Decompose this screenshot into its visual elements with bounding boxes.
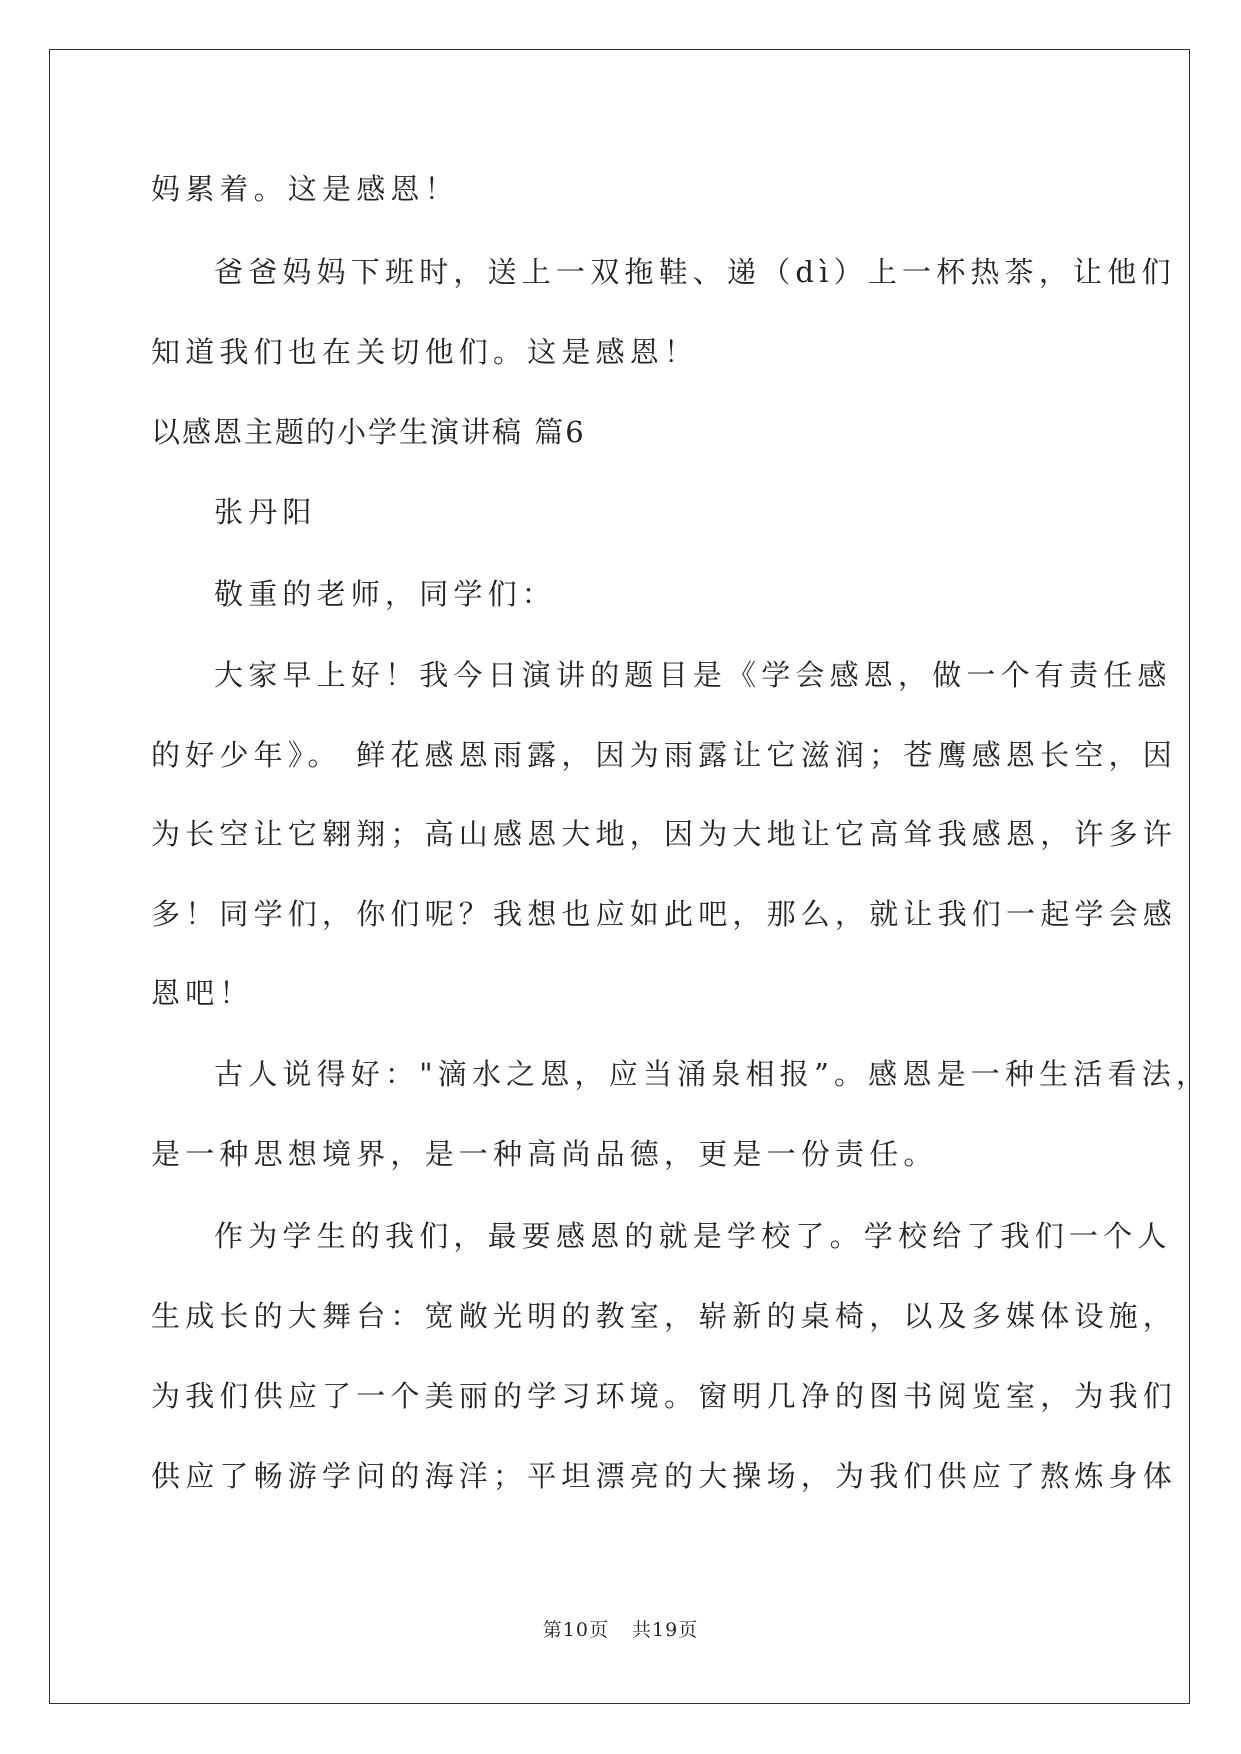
paragraph-line: 为我们供应了一个美丽的学习环境。窗明几净的图书阅览室，为我们 bbox=[151, 1379, 1178, 1413]
paragraph-line: 爸爸妈妈下班时，送上一双拖鞋、递（dì）上一杯热茶，让他们 bbox=[214, 255, 1176, 289]
author-name: 张丹阳 bbox=[214, 495, 317, 529]
paragraph-line: 妈累着。这是感恩！ bbox=[151, 172, 459, 206]
page-footer bbox=[0, 1615, 1241, 1642]
paragraph-line: 多！同学们，你们呢？我想也应如此吧，那么，就让我们一起学会感 bbox=[151, 897, 1178, 931]
paragraph-line: 古人说得好："滴水之恩，应当涌泉相报”。感恩是一种生活看法， bbox=[214, 1057, 1211, 1091]
paragraph-line: 是一种思想境界，是一种高尚品德，更是一份责任。 bbox=[151, 1137, 938, 1171]
paragraph-line: 的好少年》。 鲜花感恩雨露，因为雨露让它滋润；苍鹰感恩长空，因 bbox=[151, 738, 1177, 772]
paragraph-line: 供应了畅游学问的海洋；平坦漂亮的大操场，为我们供应了熬炼身体 bbox=[151, 1459, 1178, 1493]
paragraph-line: 大家早上好！我今日演讲的题目是《学会感恩，做一个有责任感 bbox=[214, 658, 1172, 692]
page-total: 共19页 bbox=[632, 1619, 699, 1641]
paragraph-line: 为长空让它翱翔；高山感恩大地，因为大地让它高耸我感恩，许多许 bbox=[151, 817, 1178, 851]
page-current: 第10页 bbox=[542, 1619, 609, 1641]
paragraph-line: 作为学生的我们，最要感恩的就是学校了。学校给了我们一个人 bbox=[214, 1219, 1172, 1253]
paragraph-line: 生成长的大舞台：宽敞光明的教室，崭新的桌椅，以及多媒体设施， bbox=[151, 1299, 1178, 1333]
paragraph-line: 恩吧！ bbox=[151, 976, 254, 1010]
section-heading: 以感恩主题的小学生演讲稿 篇6 bbox=[151, 415, 586, 449]
salutation: 敬重的老师，同学们： bbox=[214, 577, 557, 611]
paragraph-line: 知道我们也在关切他们。这是感恩！ bbox=[151, 335, 699, 369]
